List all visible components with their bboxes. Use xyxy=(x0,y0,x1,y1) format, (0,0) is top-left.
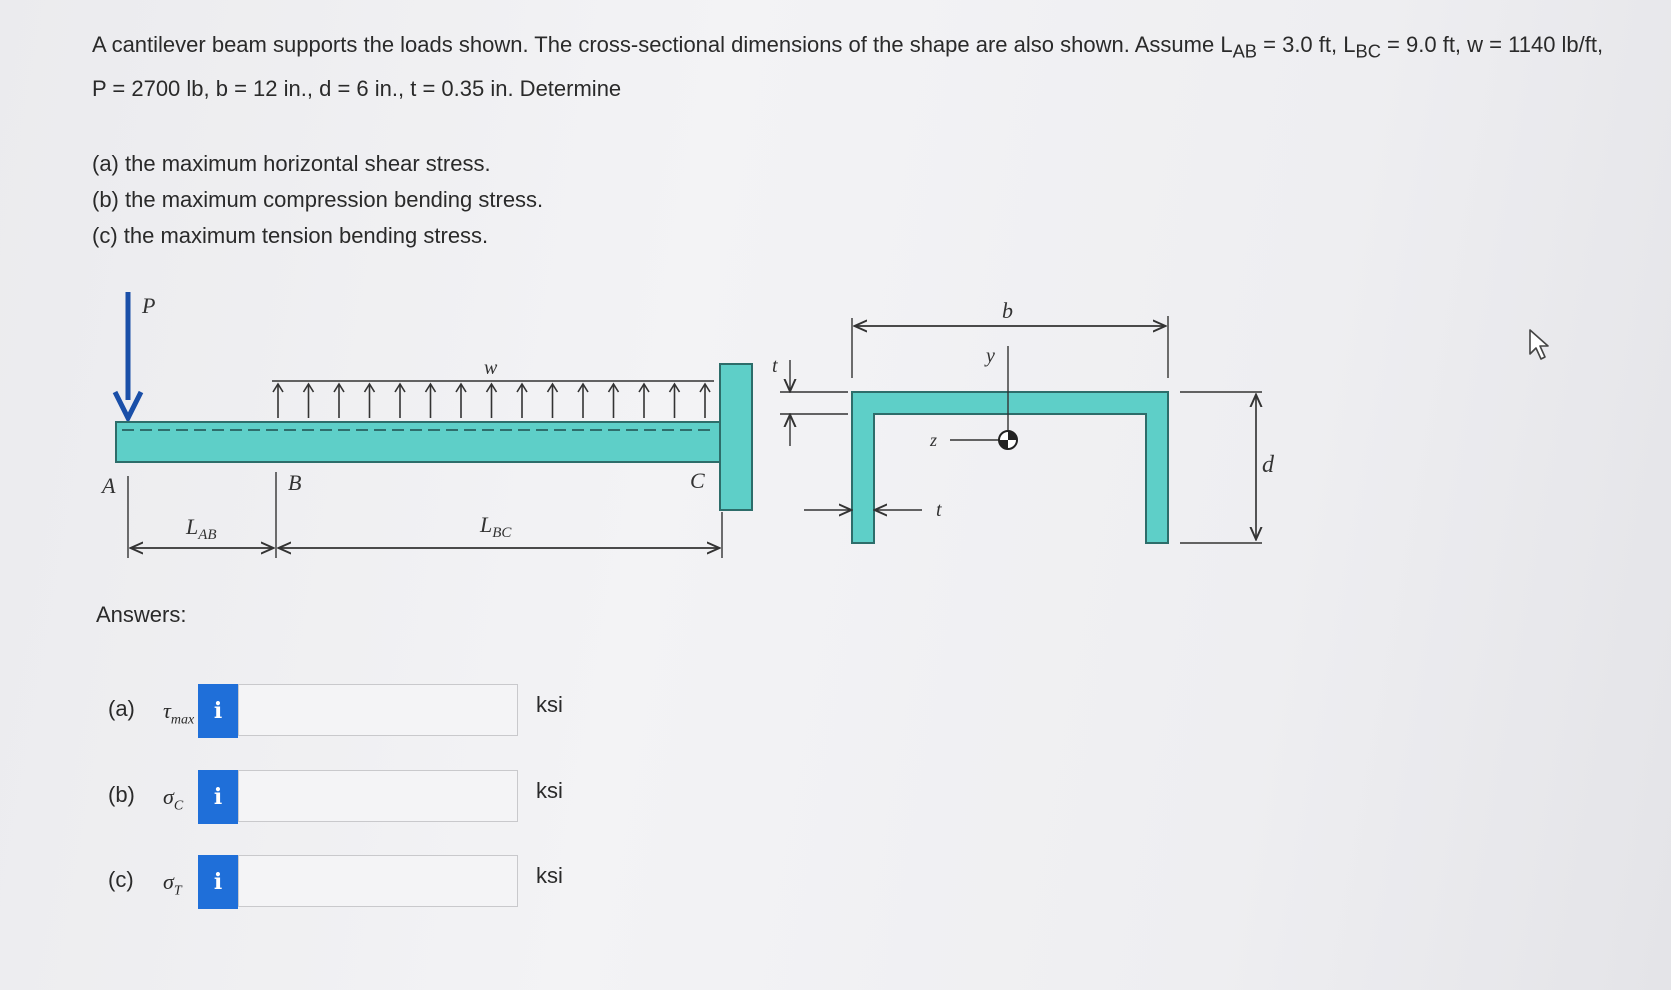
dim-b-label: b xyxy=(1002,298,1013,323)
answer-b-symbol: $\sigma_C$ xyxy=(163,784,184,814)
problem-rest: = 9.0 ft, w = 1140 lb/ft, P = 2700 lb, b = 12 in., d = 6 in., t = 0.35 in. Determine xyxy=(92,32,1604,102)
fixed-support-wall xyxy=(720,364,752,510)
load-arrow xyxy=(304,384,314,418)
dim-t-top-label: t xyxy=(772,355,778,377)
load-arrow xyxy=(609,384,619,418)
part-b: (b) the maximum compression bending stress. xyxy=(92,187,544,212)
info-icon[interactable]: i xyxy=(198,684,238,738)
answer-row-a xyxy=(108,684,588,738)
length-dimensions xyxy=(128,472,722,558)
answers-title: Answers: xyxy=(96,602,187,627)
answer-a-input[interactable] xyxy=(238,684,518,736)
axis-z-label: z xyxy=(930,430,938,450)
axis-y-label: y xyxy=(986,345,995,367)
answer-a-label: (a) xyxy=(108,696,135,721)
load-arrow xyxy=(395,384,405,418)
answer-b-unit: ksi xyxy=(536,778,563,803)
answer-row-c xyxy=(108,855,588,909)
load-arrow xyxy=(456,384,466,418)
problem-intro: A cantilever beam supports the loads shown. The cross-sectional dimensions of the shape are also shown. Assume L xyxy=(92,32,1233,57)
answer-b-input[interactable] xyxy=(238,770,518,822)
dim-b xyxy=(852,316,1168,378)
mouse-cursor-icon xyxy=(1528,328,1554,362)
load-arrow xyxy=(334,384,344,418)
point-load-arrow xyxy=(115,292,141,418)
dim-t-top xyxy=(780,360,848,446)
dim-lab-label: $L_{AB}$ xyxy=(186,514,217,543)
answer-c-symbol: $\sigma_T$ xyxy=(163,869,182,899)
load-arrow xyxy=(670,384,680,418)
centroid-icon xyxy=(999,431,1017,449)
answer-c-unit: ksi xyxy=(536,863,563,888)
answer-c-label: (c) xyxy=(108,867,134,892)
part-c: (c) the maximum tension bending stress. xyxy=(92,223,489,248)
dim-lbc-label: $L_{BC}$ xyxy=(480,512,512,541)
dim-d xyxy=(1180,392,1262,543)
load-arrow xyxy=(365,384,375,418)
load-arrow xyxy=(426,384,436,418)
dim-d-label: d xyxy=(1262,452,1274,478)
answer-a-unit: ksi xyxy=(536,692,563,717)
channel-cross-section xyxy=(852,392,1168,543)
point-c-label: C xyxy=(690,468,705,493)
load-arrow xyxy=(273,384,283,418)
lab-subscript: AB xyxy=(1232,40,1258,62)
load-arrow xyxy=(548,384,558,418)
lbc-subscript: BC xyxy=(1355,40,1381,62)
beam xyxy=(116,422,720,462)
load-arrow xyxy=(487,384,497,418)
load-arrow xyxy=(639,384,649,418)
point-a-label: A xyxy=(102,473,116,498)
load-p-label: P xyxy=(142,293,156,318)
part-a: (a) the maximum horizontal shear stress. xyxy=(92,151,491,176)
distributed-load-arrows xyxy=(273,384,710,418)
info-icon[interactable]: i xyxy=(198,770,238,824)
problem-lab-value: = 3.0 ft, L xyxy=(1257,32,1356,57)
point-b-label: B xyxy=(288,470,302,495)
dim-t-side-label: t xyxy=(936,499,942,521)
load-w-label: w xyxy=(484,357,498,379)
load-arrow xyxy=(517,384,527,418)
answer-b-label: (b) xyxy=(108,782,135,807)
answer-c-input[interactable] xyxy=(238,855,518,907)
load-arrow xyxy=(578,384,588,418)
answer-row-b xyxy=(108,770,588,824)
answer-a-symbol: $\tau_{max}$ xyxy=(163,698,195,728)
info-icon[interactable]: i xyxy=(198,855,238,909)
load-arrow xyxy=(700,384,710,418)
